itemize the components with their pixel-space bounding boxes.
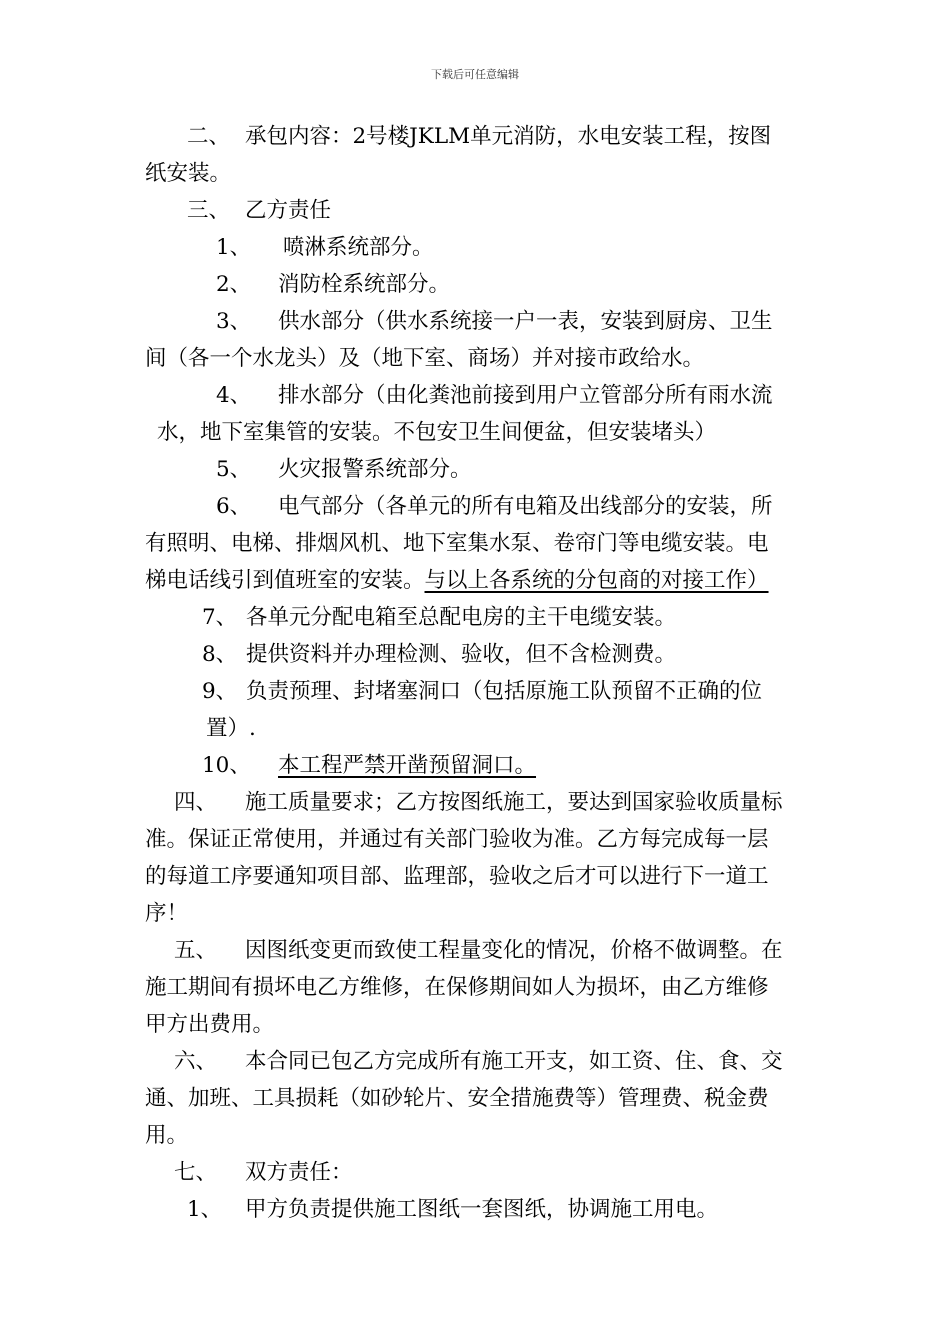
- underlined-text: 与以上各系统的分包商的对接工作）: [424, 568, 769, 593]
- section-number: 三、: [187, 198, 231, 223]
- section-4-line-4: [145, 899, 188, 929]
- item-3-line-2: [145, 344, 704, 374]
- item-number: 7、: [202, 605, 238, 630]
- item-number: 5、: [216, 457, 252, 482]
- item-text: 喷淋系统部分。: [283, 235, 434, 260]
- item-10: [202, 751, 536, 781]
- item-7: [202, 603, 676, 633]
- item-text: 甲方负责提供施工图纸一套图纸，协调施工用电。: [245, 1197, 719, 1222]
- item-text: 火灾报警系统部分。: [278, 457, 472, 482]
- item-text: 各单元分配电箱至总配电房的主干电缆安装。: [246, 605, 677, 630]
- item-text: 置）.: [206, 716, 256, 741]
- section-5-line-1: [174, 936, 783, 966]
- item-number: 6、: [216, 494, 252, 519]
- item-8: [202, 640, 676, 670]
- item-2: [216, 270, 450, 300]
- item-number: 2、: [216, 272, 252, 297]
- item-text: 供水部分（供水系统接一户一表，安装到厨房、卫生: [278, 309, 773, 334]
- item-number: 10、: [202, 753, 251, 778]
- section-text: 乙方责任: [245, 198, 332, 223]
- item-text: 提供资料并办理检测、验收，但不含检测费。: [246, 642, 677, 667]
- item-text: 水，地下室集管的安装。不包安卫生间便盆，但安装堵头）: [157, 420, 717, 445]
- item-text: 梯电话线引到值班室的安装。: [145, 568, 425, 593]
- page-header: 下载后可任意编辑: [431, 68, 519, 81]
- item-1: [216, 233, 434, 263]
- item-6-line-2: [145, 529, 769, 559]
- section-6-line-2: [145, 1084, 769, 1114]
- section-5-line-3: [145, 1010, 274, 1040]
- item-6-line-1: [216, 492, 773, 522]
- section-text: 施工质量要求；乙方按图纸施工，要达到国家验收质量标: [245, 790, 783, 815]
- item-text: 负责预理、封堵塞洞口（包括原施工队预留不正确的位: [246, 679, 763, 704]
- section-number: 七、: [174, 1160, 218, 1185]
- item-9-line-2: [206, 714, 256, 744]
- item-5: [216, 455, 472, 485]
- section-text: 通、加班、工具损耗（如砂轮片、安全措施费等）管理费、税金费: [145, 1086, 769, 1111]
- item-4-line-2: [157, 418, 716, 448]
- section-4-line-1: [174, 788, 783, 818]
- item-text: 电气部分（各单元的所有电箱及出线部分的安装，所: [278, 494, 773, 519]
- item-4-line-1: [216, 381, 773, 411]
- section-text: 准。保证正常使用，并通过有关部门验收为准。乙方每完成每一层: [145, 827, 769, 852]
- item-number: 9、: [202, 679, 238, 704]
- section-text: 承包内容：2号楼JKLM单元消防，水电安装工程，按图: [245, 124, 772, 149]
- underlined-text: 本工程严禁开凿预留洞口。: [278, 753, 537, 778]
- section-text: 因图纸变更而致使工程量变化的情况，价格不做调整。在: [245, 938, 783, 963]
- item-text: 间（各一个水龙头）及（地下室、商场）并对接市政给水。: [145, 346, 705, 371]
- section-text: 双方责任：: [245, 1160, 353, 1185]
- section-number: 六、: [174, 1049, 218, 1074]
- section-5-line-2: [145, 973, 769, 1003]
- item-number: 3、: [216, 309, 252, 334]
- section-6-line-3: [145, 1121, 188, 1151]
- section-text: 甲方出费用。: [145, 1012, 275, 1037]
- section-number: 二、: [187, 124, 231, 149]
- item-9-line-1: [202, 677, 762, 707]
- item-6-line-3: [145, 566, 769, 596]
- section-7-heading: [174, 1158, 353, 1188]
- section-number: 四、: [174, 790, 218, 815]
- item-text: 消防栓系统部分。: [278, 272, 451, 297]
- section-7-item-1: [187, 1195, 718, 1225]
- item-number: 4、: [216, 383, 252, 408]
- section-text: 的每道工序要通知项目部、监理部，验收之后才可以进行下一道工: [145, 864, 769, 889]
- item-3-line-1: [216, 307, 773, 337]
- section-text: 用。: [145, 1123, 189, 1148]
- section-number: 五、: [174, 938, 218, 963]
- section-4-line-2: [145, 825, 769, 855]
- section-text: 本合同已包乙方完成所有施工开支，如工资、住、食、交: [245, 1049, 783, 1074]
- section-2-line-1: [187, 122, 771, 152]
- section-6-line-1: [174, 1047, 783, 1077]
- section-4-line-3: [145, 862, 769, 892]
- section-text: 纸安装。: [145, 161, 232, 186]
- item-text: 排水部分（由化粪池前接到用户立管部分所有雨水流: [278, 383, 773, 408]
- section-3-heading: [187, 196, 331, 226]
- section-text: 施工期间有损坏电乙方维修，在保修期间如人为损坏，由乙方维修: [145, 975, 769, 1000]
- item-number: 1、: [187, 1197, 223, 1222]
- item-text: 有照明、电梯、排烟风机、地下室集水泵、卷帘门等电缆安装。电: [145, 531, 769, 556]
- section-text: 序！: [145, 901, 189, 926]
- section-2-line-2: [145, 159, 231, 189]
- item-number: 8、: [202, 642, 238, 667]
- item-number: 1、: [216, 235, 252, 260]
